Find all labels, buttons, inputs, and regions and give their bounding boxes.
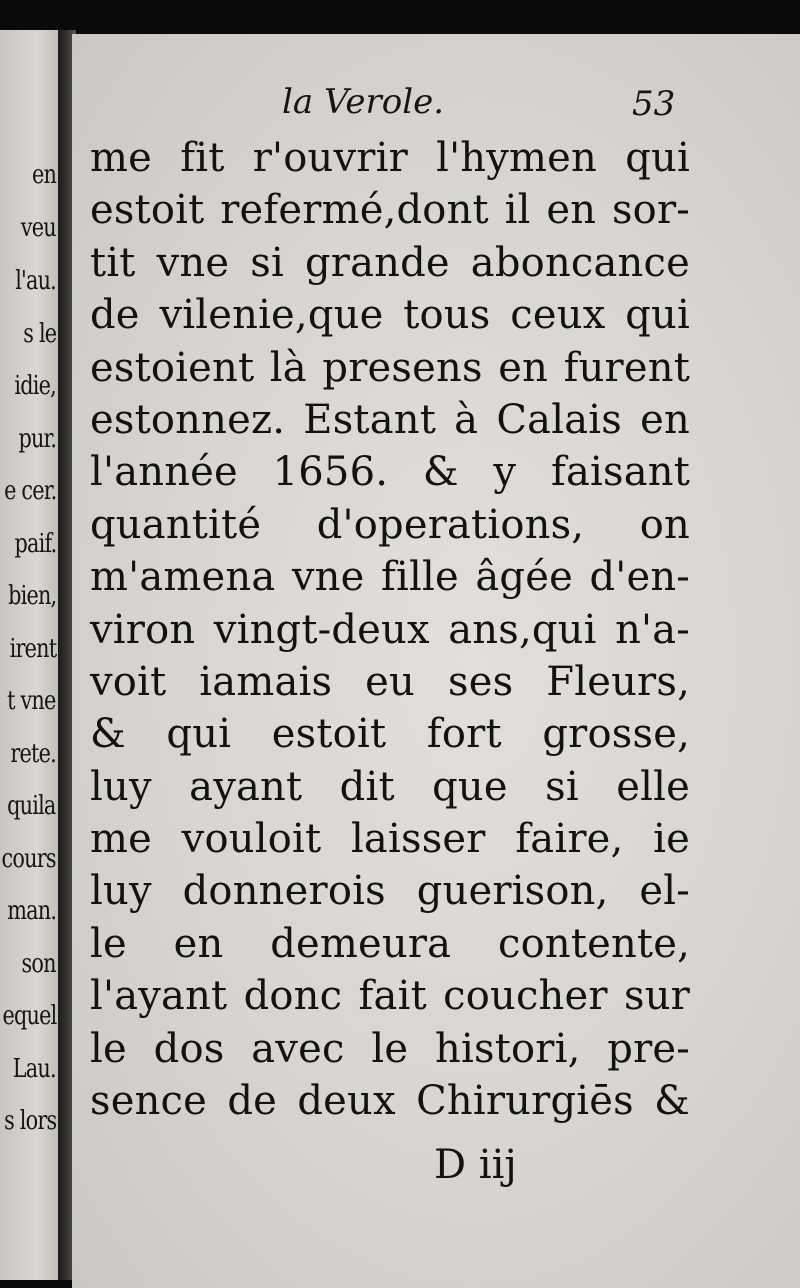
page-number: 53 <box>632 84 676 124</box>
facing-page-fragment: rete. <box>10 739 56 769</box>
scan-background <box>0 0 800 38</box>
facing-page-fragment: l'au. <box>15 266 56 296</box>
facing-page-fragment: idie, <box>14 371 56 401</box>
body-text <box>90 132 690 1127</box>
facing-page-fragment: equel <box>2 1001 56 1031</box>
text-line: m'amena vne fille âgée d'en- <box>90 554 690 601</box>
text-line: le en demeura contente, <box>90 920 690 967</box>
text-line: l'ayant donc fait coucher sur <box>90 973 690 1020</box>
text-line: estonnez. Estant à Calais en <box>90 396 690 443</box>
text-line: estoit refermé,dont il en sor- <box>90 187 690 234</box>
running-head: la Verole. <box>282 82 445 122</box>
text-line: de vilenie,que tous ceux qui <box>90 292 690 339</box>
text-line: luy ayant dit que si elle <box>90 763 690 810</box>
text-line: viron vingt-deux ans,qui n'a- <box>90 606 690 653</box>
facing-page-fragment: pur. <box>18 424 56 454</box>
facing-page-fragment: paif. <box>14 529 56 559</box>
facing-page-fragment: irent <box>9 634 56 664</box>
facing-page-edge <box>0 30 62 1280</box>
facing-page-fragment: quila <box>7 791 56 821</box>
text-line: l'année 1656. & y faisant <box>90 449 690 496</box>
text-line: me fit r'ouvrir l'hymen qui <box>90 135 690 181</box>
text-line: estoient là presens en furent <box>90 344 690 391</box>
text-line: voit iamais eu ses Fleurs, <box>90 658 690 705</box>
signature-mark: D iij <box>434 1142 517 1188</box>
text-line: le dos avec le histori, pre- <box>90 1025 690 1072</box>
facing-page-fragment: en <box>31 160 56 190</box>
facing-page-fragment: son <box>21 949 56 979</box>
facing-page-fragment: t vne <box>7 686 56 716</box>
facing-page-fragment: s lors <box>3 1106 56 1136</box>
text-line: sence de deux Chirurgiēs & <box>90 1078 690 1125</box>
facing-page-fragment: man. <box>7 896 56 926</box>
book-page <box>72 34 800 1288</box>
text-line: me vouloit laisser faire, ie <box>90 816 690 863</box>
text-line: quantité d'operations, on <box>90 501 690 548</box>
facing-page-fragment: s le <box>22 319 56 349</box>
facing-page-fragment: bien, <box>7 581 56 611</box>
facing-page-fragment: e cer. <box>3 476 56 506</box>
facing-page-fragment: veu <box>20 213 56 243</box>
text-line: tit vne si grande aboncance <box>90 239 690 286</box>
text-line: luy donnerois guerison, el- <box>90 868 690 915</box>
text-line: & qui estoit fort grosse, <box>90 711 690 758</box>
facing-page-fragment: cours <box>1 844 56 874</box>
facing-page-fragment: Lau. <box>12 1054 56 1084</box>
